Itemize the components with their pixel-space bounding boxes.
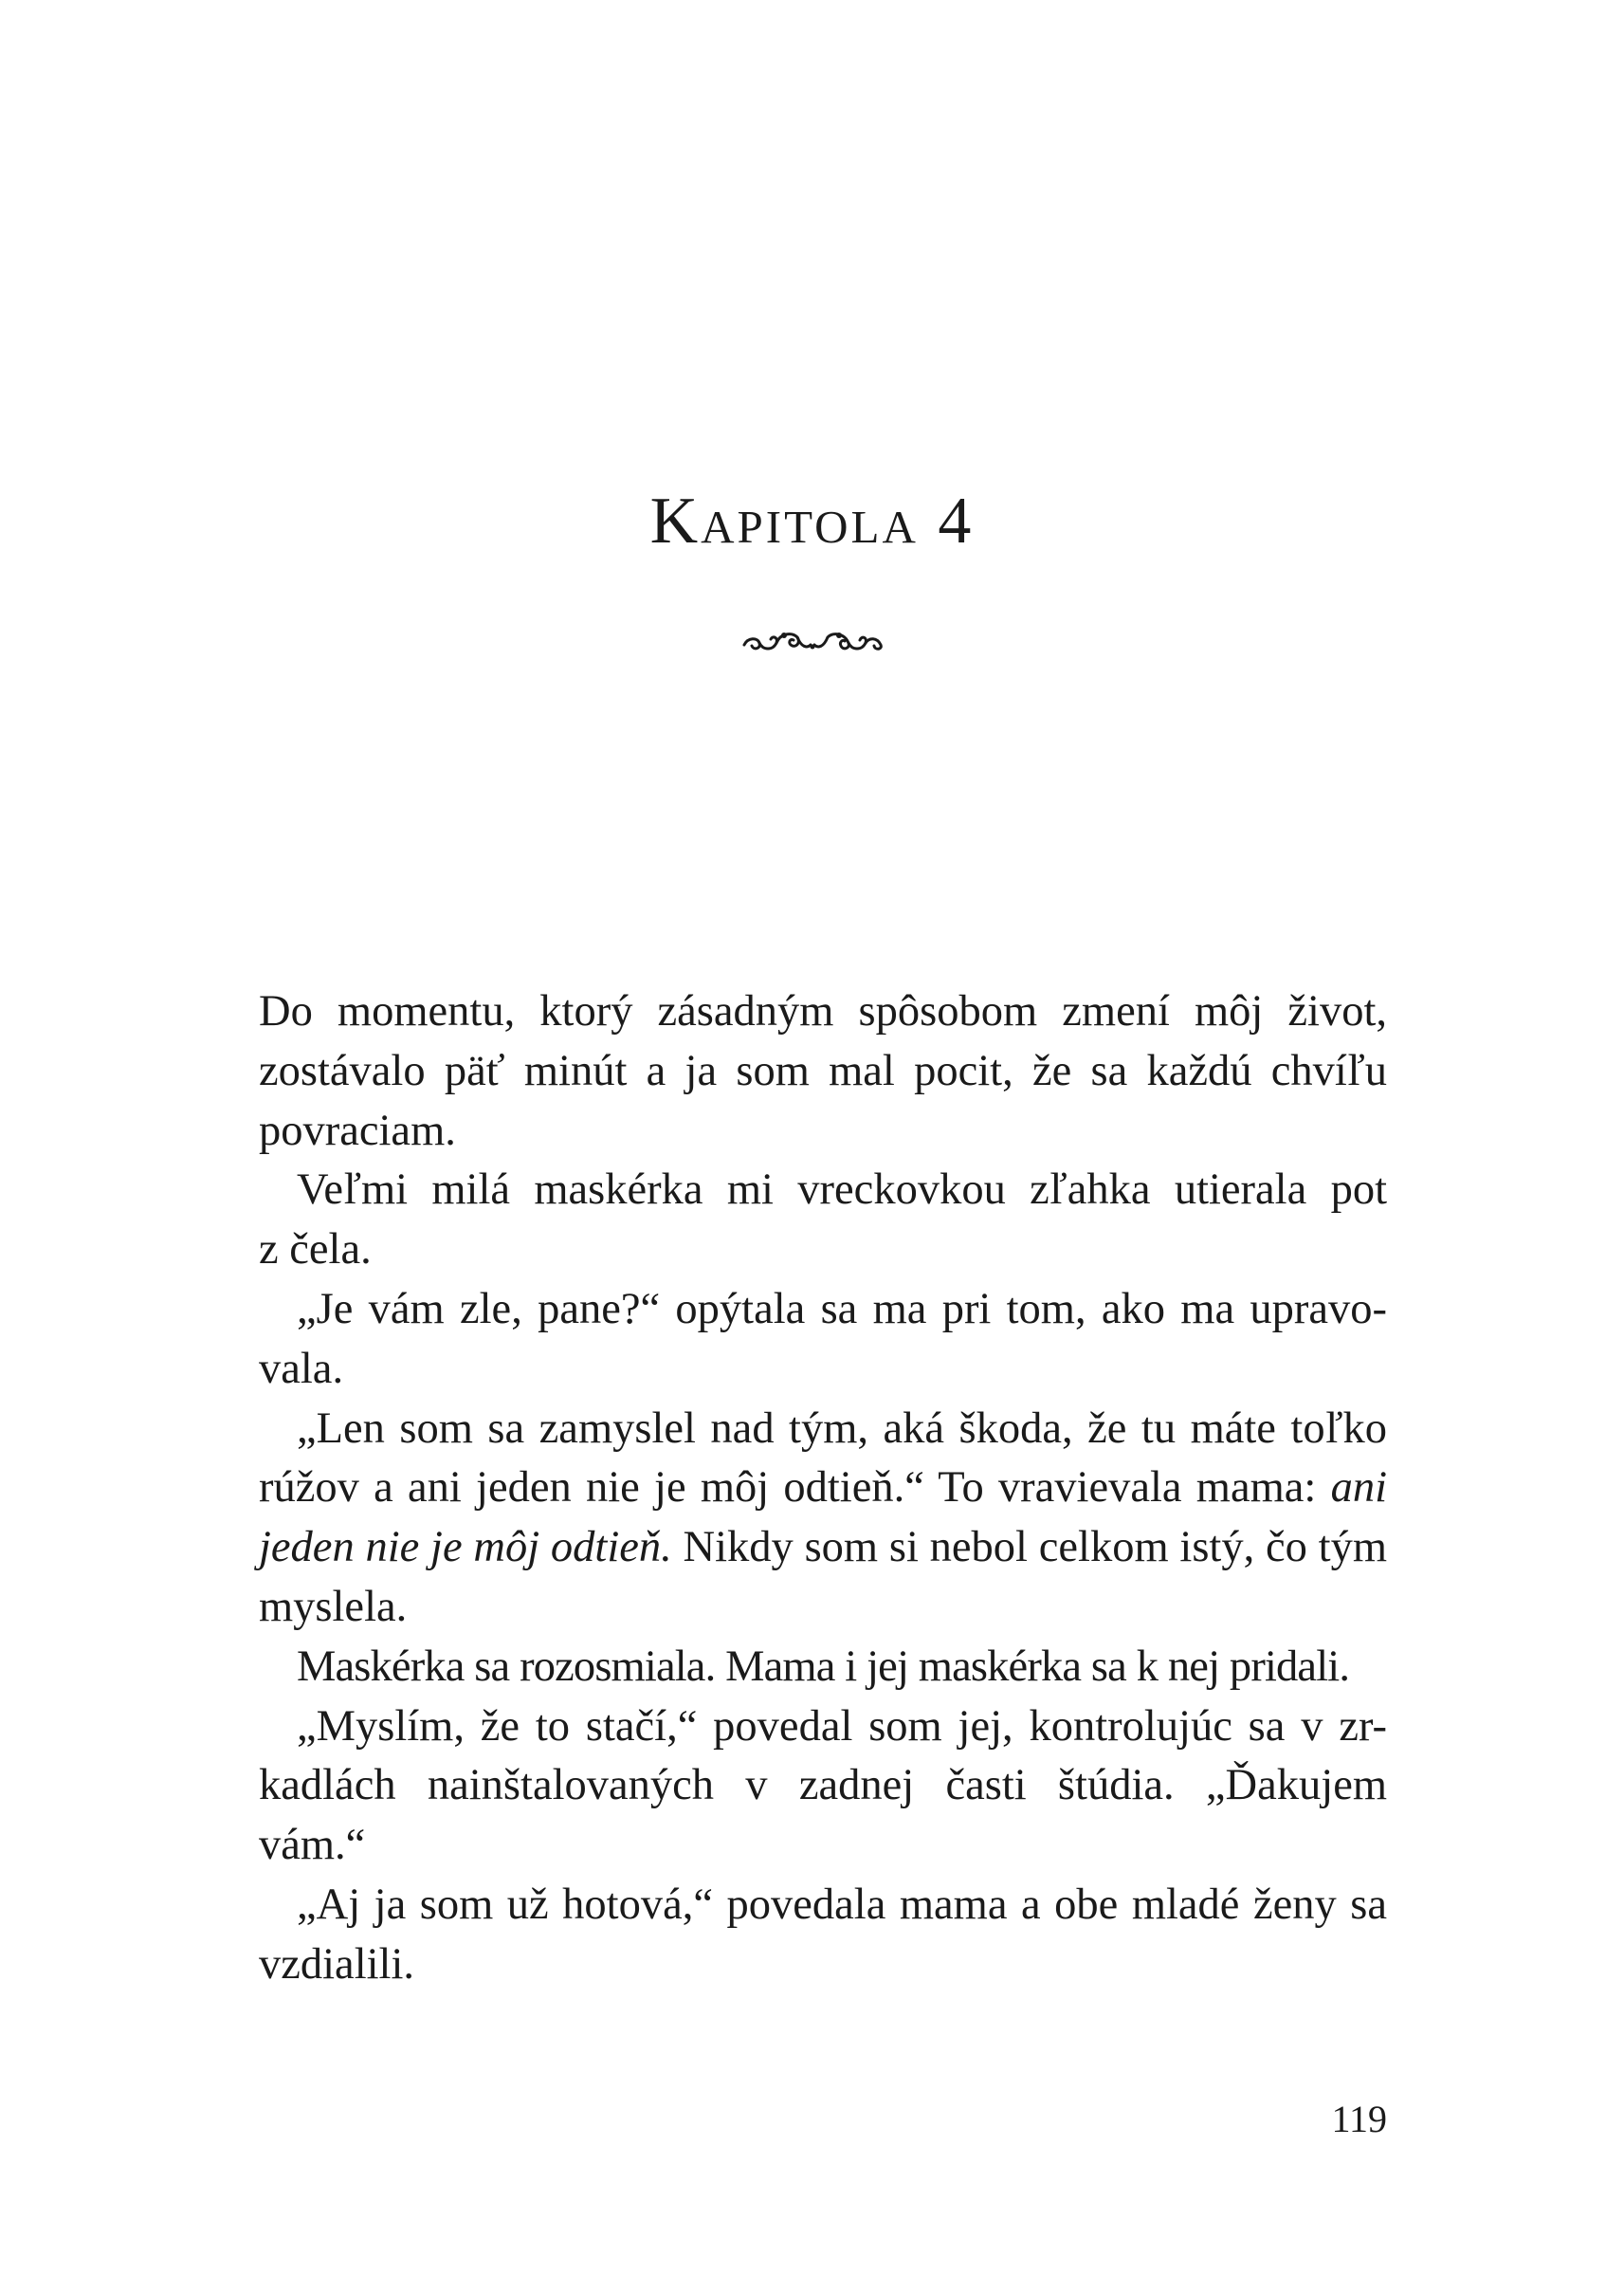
italic-text: ani bbox=[1330, 1463, 1387, 1513]
text-line bbox=[259, 1876, 1387, 1935]
text-segment: myslela. bbox=[259, 1582, 408, 1631]
text-line bbox=[259, 1161, 1387, 1220]
text-segment: z čela. bbox=[259, 1225, 372, 1275]
text-line bbox=[259, 1102, 1387, 1162]
text-segment: kadlách nainštalovaných v zadnej časti štúdia. „Ďakujem bbox=[259, 1761, 1387, 1810]
chapter-title: Kapitola 4 bbox=[649, 485, 975, 558]
text-line bbox=[259, 1638, 1387, 1697]
text-line bbox=[259, 1697, 1387, 1757]
text-segment: vala. bbox=[259, 1344, 344, 1393]
text-line bbox=[259, 1400, 1387, 1459]
text-segment: povraciam. bbox=[259, 1106, 456, 1155]
paragraph bbox=[259, 1400, 1387, 1638]
text-segment: „Je vám zle, pane?“ opýtala sa ma pri tom, ako ma upravo- bbox=[297, 1284, 1387, 1333]
text-segment: Maskérka sa rozosmiala. Mama i jej maskérka sa k nej pridali. bbox=[297, 1642, 1350, 1691]
text-line bbox=[259, 1220, 1387, 1280]
text-segment: zostávalo päť minút a ja som mal pocit, že sa každú chvíľu bbox=[259, 1046, 1387, 1095]
text-segment: „Aj ja som už hotová,“ povedala mama a obe mladé ženy sa bbox=[297, 1880, 1387, 1929]
paragraph bbox=[259, 1876, 1387, 1995]
text-segment: Nikdy som si nebol celkom istý, čo tým bbox=[671, 1523, 1387, 1572]
text-line bbox=[259, 1280, 1387, 1340]
text-line bbox=[259, 1756, 1387, 1816]
text-segment: vám.“ bbox=[259, 1821, 366, 1870]
text-line bbox=[259, 1518, 1387, 1578]
text-line bbox=[259, 1935, 1387, 1995]
text-line bbox=[259, 1578, 1387, 1638]
page-number: 119 bbox=[1331, 2098, 1387, 2140]
text-line bbox=[259, 982, 1387, 1042]
text-line bbox=[259, 1816, 1387, 1876]
paragraph bbox=[259, 1697, 1387, 1876]
paragraph bbox=[259, 982, 1387, 1161]
text-line bbox=[259, 1458, 1387, 1518]
ornament-flourish-icon bbox=[740, 624, 885, 656]
text-segment: Veľmi milá maskérka mi vreckovkou zľahka utierala pot bbox=[297, 1165, 1387, 1215]
text-segment: vzdialili. bbox=[259, 1939, 414, 1989]
text-line bbox=[259, 1042, 1387, 1102]
text-line bbox=[259, 1340, 1387, 1400]
paragraph bbox=[259, 1280, 1387, 1400]
text-segment: Do momentu, ktorý zásadným spôsobom zmení môj život, bbox=[259, 987, 1387, 1036]
text-segment: „Myslím, že to stačí,“ povedal som jej, kontrolujúc sa v zr- bbox=[297, 1701, 1387, 1751]
text-segment: „Len som sa zamyslel nad tým, aká škoda, že tu máte toľko bbox=[297, 1403, 1387, 1453]
paragraph bbox=[259, 1161, 1387, 1280]
body-text bbox=[259, 982, 1387, 1995]
italic-text: jeden nie je môj odtieň. bbox=[259, 1523, 672, 1572]
paragraph bbox=[259, 1638, 1387, 1697]
text-segment: rúžov a ani jeden nie je môj odtieň.“ To vravievala mama: bbox=[259, 1463, 1331, 1513]
